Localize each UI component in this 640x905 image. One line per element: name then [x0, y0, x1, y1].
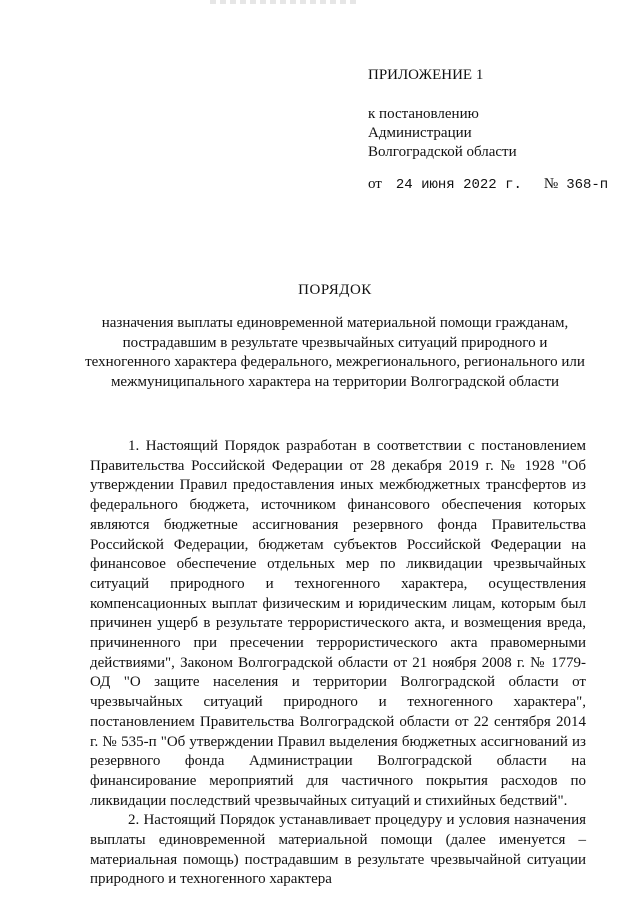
paragraph-1: 1. Настоящий Порядок разработан в соответствии с постановлением Правительства Российской Федерации от 28 декабря 2019 г. № 1928 "Об утверждении Правил предоставления иных межбюджетных трансфертов из федерального бюджета, источником финансового обеспечения которых являются бюджетные ассигнования резервного фонда Правительства Российской Федерации, бюджетам субъектов Российской Федерации на финансовое обеспечение отдельных мер по ликвидации чрезвычайных ситуаций природного и техногенного характера, осуществления компенсационных выплат физическим и юридическим лицам, которым был причинен ущерб в результате террористического акта, и возмещения вреда, причиненного при пресечении террористического акта правомерными действиями", Законом Волгоградской области от 21 ноября 2008 г. № 1779-ОД "О защите населения и территории Волгоградской области от чрезвычайных ситуаций природного и техногенного характера", постановлением Правительства Волгоградской области от 22 сентября 2014 г. № 535-п "Об утверждении Правил выделения бюджетных ассигнований из резервного фонда Администрации Волгоградской области на финансирование мероприятий для частичного покрытия расходов по ликвидации последствий чрезвычайных ситуаций и стихийных бедствий".	[90, 438, 586, 809]
appendix-title: ПРИЛОЖЕНИЕ 1	[368, 67, 484, 83]
number-sign: №	[543, 176, 559, 192]
date-prefix: от	[368, 176, 382, 192]
paragraph-2: 2. Настоящий Порядок устанавливает процедуру и условия назначения выплаты единовременной материальной помощи (далее именуется – материальная помощь) пострадавшим в результате чрезвычайной ситуации природного и техногенного характера	[90, 812, 586, 888]
document-subtitle: назначения выплаты единовременной материальной помощи гражданам, пострадавшим в результате чрезвычайных ситуаций природного и техногенного характера федерального, межрегионального, регионального или межмуниципального характера на территории Волгоградской области	[85, 315, 585, 390]
appendix-date-line	[368, 174, 608, 196]
scan-artifact	[210, 0, 360, 4]
date-value: 24 июня 2022 г.	[395, 177, 522, 193]
appendix-line-3: Волгоградской области	[368, 144, 517, 160]
document-body	[90, 437, 586, 890]
appendix-line-1: к постановлению	[368, 106, 479, 122]
number-value: 368-п	[566, 177, 609, 193]
appendix-line-2: Администрации	[368, 125, 472, 141]
document-title: ПОРЯДОК	[298, 282, 372, 298]
